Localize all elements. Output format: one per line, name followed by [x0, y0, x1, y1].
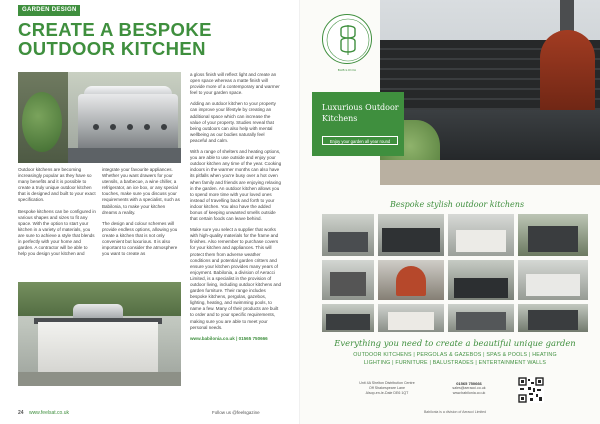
address-block: Unit 4A Shelton Distribution Centre Off Shakespeare Lane Alsop-en-le-Dale DE6 1QT	[359, 381, 415, 396]
services-line: LIGHTING | FURNITURE | BALUSTRADES | ENTERTAINMENT WALLS	[363, 360, 547, 366]
article-column-1	[18, 167, 96, 262]
promo-title: Luxurious Outdoor Kitchens	[322, 103, 399, 123]
article-column-2	[102, 167, 180, 262]
contact-block	[436, 381, 502, 397]
gallery-photo	[322, 304, 374, 332]
phone-number[interactable]: 01565 750666	[456, 381, 482, 386]
logo-caption: BABILONIA	[337, 68, 357, 72]
gallery-photo	[518, 260, 588, 300]
footnote: Babilonia is a division of Aeracci Limited	[423, 410, 487, 414]
page-footer	[18, 410, 69, 416]
paragraph: Adding an outdoor kitchen to your property can improve your lifestyle by creating an additional space which can increase the value of your property. Studies reveal that being outdoors can also help with mental wellbeing as our bodies naturally feel peaceful and calm.	[190, 101, 276, 143]
babilonia-logo	[318, 8, 376, 88]
gallery-photo	[378, 304, 444, 332]
promo-tagline: Enjoy your garden all year round	[322, 136, 398, 145]
gallery-photo	[448, 260, 514, 300]
website-link[interactable]: www.babilonia.co.uk	[452, 391, 486, 396]
page-number: 24	[18, 410, 24, 416]
gallery-photo	[322, 260, 374, 300]
services-heading: Everything you need to create a beautiful unique garden	[334, 338, 576, 348]
paragraph: Bespoke kitchens can be configured in various shapes and sizes to fit any space. With the option to start your kitchen in a variety of materials, you are sure to achieve a style that blends in perfectly with your home and garden. A contractor will be able to help you design your kitchen and	[18, 208, 96, 257]
logo-emblem-icon	[322, 14, 372, 64]
paragraph: The design and colour schemes will provide endless options, allowing you create a kitchen that is not only convenient but luxurious. It is also important to consider the atmosphere you want to create as	[102, 220, 178, 257]
services-line: OUTDOOR KITCHENS | PERGOLAS & GAZEBOS | SPAS & POOLS | HEATING	[353, 352, 557, 358]
promo-panel	[312, 92, 404, 156]
follow-text: Follow us @feelsgazine	[212, 410, 260, 415]
gallery-photo	[378, 260, 444, 300]
barbecue-photo	[18, 72, 181, 163]
gallery-photo	[378, 214, 444, 256]
qr-code-icon[interactable]	[518, 377, 544, 403]
ad-url[interactable]: www.babilonia.co.uk | 01565 750666	[190, 335, 268, 341]
bespoke-heading: Bespoke stylish outdoor kitchens	[389, 200, 525, 209]
gallery-photo	[518, 214, 588, 256]
article-column-3	[190, 72, 282, 347]
headline-line-1: CREATE A BESPOKE	[18, 19, 212, 40]
paragraph: With a range of shelters and heating options, you are able to use outside and enjoy your outdoor kitchen any time of the year. Cooking indoors in the warmer months can also have its pitfalls when you're busy over a hot oven when family and friends are enjoying relaxing in the garden. An outdoor kitchen allows you to spend more time with your loved ones instead of travelling back and forth to your indoor kitchen. You also have the added bonus of keeping unwanted smells outside that certain foods can leave behind.	[190, 149, 282, 222]
paragraph: integrate your favourite appliances. Whether you want drawers for your utensils, a barbecue, a wine chiller, a refrigerator, an ice box, or any special touches, make sure you discuss your requirements with a specialist, such as Babilonia, to make your kitchen dreams a reality.	[102, 167, 180, 215]
section-tab: GARDEN DESIGN	[18, 5, 80, 16]
gallery-photo	[448, 304, 514, 332]
services-list	[310, 351, 600, 367]
gallery-photo	[448, 214, 514, 256]
gallery-photo	[518, 304, 588, 332]
gallery-photo	[322, 214, 374, 256]
hero-kitchen-photo	[380, 0, 600, 185]
site-url[interactable]: www.feelsat.co.uk	[28, 410, 69, 416]
article-headline	[18, 20, 288, 58]
outdoor-kitchen-photo	[18, 282, 181, 386]
paragraph: Make sure you select a supplier that works with high-quality materials for the frame and finishes. Also remember to purchase covers for your kitchen and appliances. This will protect them from adverse weather conditions and potential garden critters and ensure your kitchen provides many years of enjoyment. Babilonia, a division of Aeracci Limited, is a specialist in the provision of outdoor living, including outdoor kitchens and garden furniture. Their range includes bespoke kitchens, pergolas, gazebos, lighting, heating, and swimming pools, to name a few. Many of their products are built to order and to your specific requirements, making sure you are able to meet your personal needs.	[190, 227, 281, 330]
paragraph: Outdoor kitchens are becoming increasingly popular as they have so many benefits and it is possible to create a truly unique outdoor kitchen that is designed and built to your exact specification.	[18, 167, 96, 203]
email-link[interactable]: sales@aeracci.co.uk	[452, 386, 486, 391]
paragraph: a gloss finish will reflect light and create an open space whereas a matte finish will provide more of a contemporary and warmer feel to your garden space.	[190, 72, 280, 96]
headline-line-2: OUTDOOR KITCHEN	[18, 38, 206, 59]
